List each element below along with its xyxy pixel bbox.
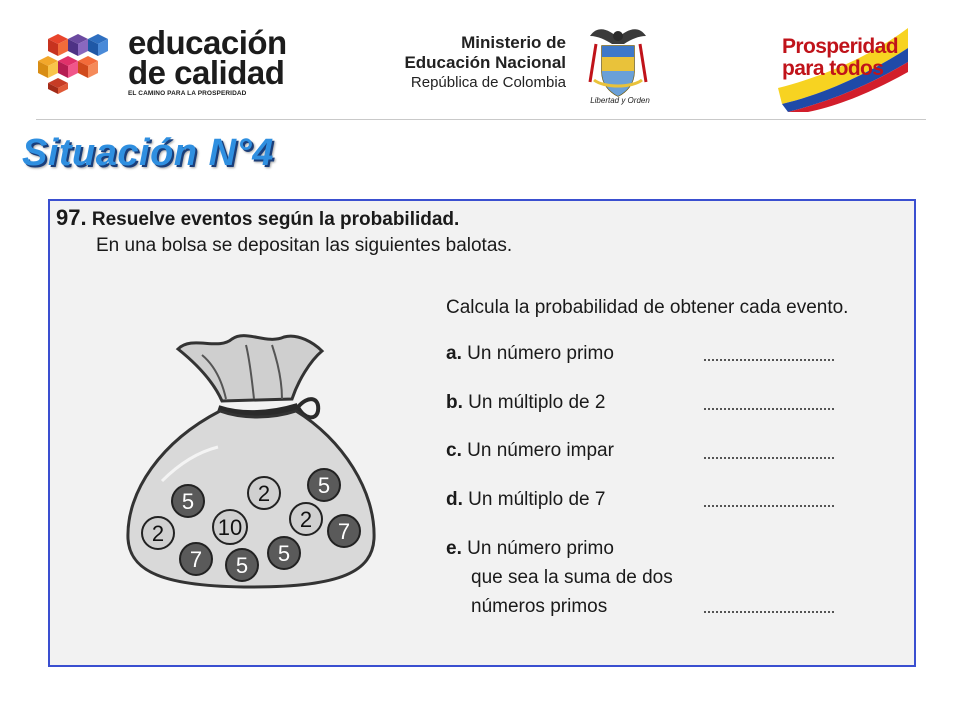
ministry-logo xyxy=(380,33,566,92)
exercise-title: Resuelve eventos según la probabilidad. xyxy=(91,209,460,230)
ball-6-label: 2 xyxy=(299,507,313,532)
event-item-c xyxy=(446,436,614,465)
ball-4-label: 2 xyxy=(151,521,165,546)
event-text: Un número impar xyxy=(467,440,614,461)
header-divider xyxy=(36,119,926,120)
education-logo xyxy=(34,24,294,100)
event-text: Un múltiplo de 2 xyxy=(468,392,606,413)
prosperity-logo-text xyxy=(782,36,898,80)
event-letter: c. xyxy=(446,440,462,461)
exercise-intro: En una bolsa se depositan las siguientes balotas. xyxy=(96,235,513,256)
balls-layer xyxy=(122,321,382,591)
header xyxy=(0,0,960,120)
answer-blank-d[interactable] xyxy=(704,505,834,507)
event-text-line3: números primos xyxy=(471,596,608,617)
ball-2-label: 2 xyxy=(257,481,271,506)
event-text: Un múltiplo de 7 xyxy=(468,489,606,510)
ball-3-label: 5 xyxy=(317,473,331,498)
ball-5-label: 10 xyxy=(217,515,243,540)
ministry-line1: Ministerio de xyxy=(461,33,566,52)
event-letter: d. xyxy=(446,489,463,510)
exercise-number: 97. xyxy=(56,205,87,230)
ministry-line3: República de Colombia xyxy=(410,74,566,91)
answer-blank-e[interactable] xyxy=(704,611,834,613)
event-text: Un número primo xyxy=(467,343,614,364)
answer-blank-a[interactable] xyxy=(704,359,834,361)
event-letter: e. xyxy=(446,538,462,559)
exercise-heading xyxy=(56,203,459,234)
ball-9-label: 5 xyxy=(235,553,249,578)
instruction-text: Calcula la probabilidad de obtener cada evento. xyxy=(446,297,849,318)
seal-caption: Libertad y Orden xyxy=(590,96,650,105)
event-letter: b. xyxy=(446,392,463,413)
answer-blank-b[interactable] xyxy=(704,408,834,410)
event-item-b xyxy=(446,388,605,417)
event-item-d xyxy=(446,485,605,514)
event-item-a xyxy=(446,339,614,368)
exercise-panel xyxy=(48,199,916,667)
event-item-e xyxy=(446,534,673,621)
education-logo-line2: de calidad xyxy=(128,54,285,91)
education-logo-line1: educación xyxy=(128,24,287,61)
event-text-line2: que sea la suma de dos xyxy=(471,567,673,588)
prosperity-line1: Prosperidad xyxy=(782,35,898,58)
cubes-logo-icon xyxy=(34,32,122,94)
prosperity-line2: para todos xyxy=(782,57,884,80)
education-logo-text xyxy=(128,24,287,97)
ministry-line2: Educación Nacional xyxy=(404,53,566,72)
event-text: Un número primo xyxy=(467,538,614,559)
answer-blank-c[interactable] xyxy=(704,457,834,459)
prosperity-logo xyxy=(768,18,918,112)
ball-1-label: 5 xyxy=(181,489,195,514)
ball-7-label: 7 xyxy=(337,519,351,544)
event-letter: a. xyxy=(446,343,462,364)
education-logo-tagline: EL CAMINO PARA LA PROSPERIDAD xyxy=(128,90,247,97)
ball-8-label: 7 xyxy=(189,547,203,572)
slide-title: Situación N°4 xyxy=(22,132,274,174)
ball-10-label: 5 xyxy=(277,541,291,566)
